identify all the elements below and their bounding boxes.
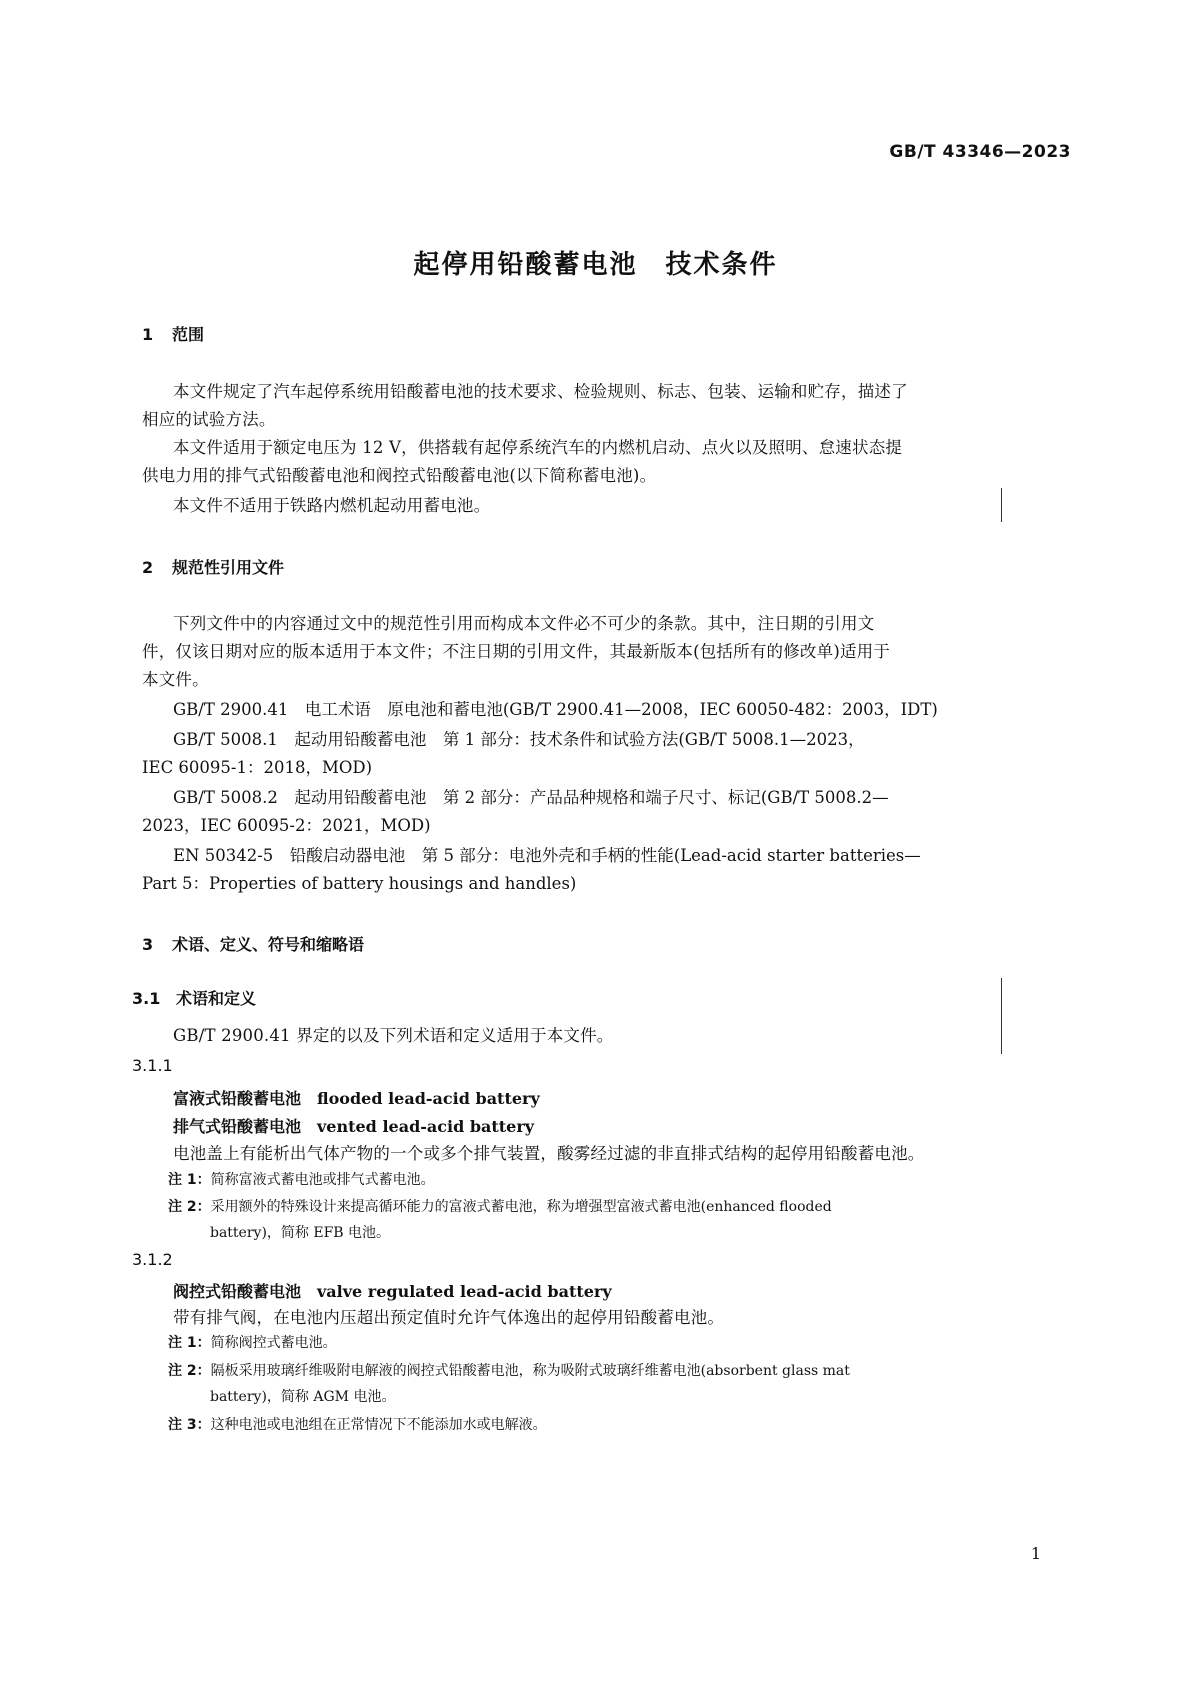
change-bar [1001,978,1002,1054]
term-3-1-1-note-2-line-1 [168,1194,832,1220]
reference-2-line-1: GB/T 5008.1 起动用铅酸蓄电池 第 1 部分：技术条件和试验方法(GB/T 5008.1—2023， [173,730,865,749]
term-3-1-2-note-2-line-1 [168,1358,850,1384]
note-label: 注 1： [168,1172,211,1188]
term-3-1-1-name-1: 富液式铅酸蓄电池 flooded lead-acid battery [173,1089,540,1108]
term-3-1-2-note-1 [168,1330,337,1356]
section-2-heading [142,555,284,578]
section-2-para-line-1: 下列文件中的内容通过文中的规范性引用而构成本文件必不可少的条款。其中，注日期的引用文 [173,614,875,633]
section-3-heading [142,932,364,955]
section-1-para-1-line-2: 相应的试验方法。 [142,410,276,429]
section-3-number: 3 [142,935,154,954]
reference-2-line-2: IEC 60095-1：2018，MOD) [142,758,373,777]
note-label: 注 2： [168,1363,211,1379]
term-3-1-2-name: 阀控式铅酸蓄电池 valve regulated lead-acid battery [173,1282,612,1301]
note-label: 注 3： [168,1417,211,1433]
subsection-3-1-title: 术语和定义 [176,989,257,1008]
section-1-para-2-line-2: 供电力用的排气式铅酸蓄电池和阀控式铅酸蓄电池(以下简称蓄电池)。 [142,466,657,485]
change-bar [1001,488,1002,522]
reference-4-line-2: Part 5：Properties of battery housings and handles) [142,874,577,893]
reference-3-line-2: 2023，IEC 60095-2：2021，MOD) [142,816,431,835]
reference-1: GB/T 2900.41 电工术语 原电池和蓄电池(GB/T 2900.41—2008，IEC 60050-482：2003，IDT) [173,700,938,719]
section-3-title: 术语、定义、符号和缩略语 [172,935,365,954]
term-3-1-1-number: 3.1.1 [132,1056,173,1075]
reference-4-line-1: EN 50342-5 铅酸启动器电池 第 5 部分：电池外壳和手柄的性能(Lead-acid starter batteries— [173,846,921,865]
note-text: 简称阀控式蓄电池。 [210,1335,337,1351]
note-text: 简称富液式蓄电池或排气式蓄电池。 [210,1172,435,1188]
term-3-1-1-definition: 电池盖上有能析出气体产物的一个或多个排气装置，酸雾经过滤的非直排式结构的起停用铅酸蓄电池。 [173,1144,925,1163]
term-3-1-2-definition: 带有排气阀，在电池内压超出预定值时允许气体逸出的起停用铅酸蓄电池。 [173,1308,725,1327]
term-3-1-2-note-2-line-2: battery)，简称 AGM 电池。 [210,1389,396,1405]
section-1-heading [142,322,204,345]
subsection-3-1-intro: GB/T 2900.41 界定的以及下列术语和定义适用于本文件。 [173,1026,614,1045]
term-3-1-1-note-2-line-2: battery)，简称 EFB 电池。 [210,1225,391,1241]
reference-3-line-1: GB/T 5008.2 起动用铅酸蓄电池 第 2 部分：产品品种规格和端子尺寸、标记(GB/T 5008.2— [173,788,889,807]
subsection-3-1-number: 3.1 [132,989,161,1008]
section-2-title: 规范性引用文件 [172,558,285,577]
note-label: 注 2： [168,1199,211,1215]
term-3-1-1-name-2: 排气式铅酸蓄电池 vented lead-acid battery [173,1117,535,1136]
page-number: 1 [1030,1544,1041,1563]
standard-code: GB/T 43346—2023 [889,142,1071,162]
section-2-number: 2 [142,558,154,577]
section-2-para-line-2: 件，仅该日期对应的版本适用于本文件；不注日期的引用文件，其最新版本(包括所有的修改单)适用于 [142,642,891,661]
section-1-para-2-line-1: 本文件适用于额定电压为 12 V，供搭载有起停系统汽车的内燃机启动、点火以及照明、怠速状态提 [173,438,903,457]
section-1-para-1-line-1: 本文件规定了汽车起停系统用铅酸蓄电池的技术要求、检验规则、标志、包装、运输和贮存，描述了 [173,382,908,401]
note-text: 采用额外的特殊设计来提高循环能力的富液式蓄电池，称为增强型富液式蓄电池(enhanced flooded [210,1199,832,1215]
note-label: 注 1： [168,1335,211,1351]
section-1-para-3: 本文件不适用于铁路内燃机起动用蓄电池。 [173,496,491,515]
note-text: 这种电池或电池组在正常情况下不能添加水或电解液。 [210,1417,547,1433]
section-2-para-line-3: 本文件。 [142,670,209,689]
note-text: 隔板采用玻璃纤维吸附电解液的阀控式铅酸蓄电池，称为吸附式玻璃纤维蓄电池(absorbent glass mat [210,1363,850,1379]
term-3-1-2-number: 3.1.2 [132,1250,173,1269]
section-1-title: 范围 [172,325,205,344]
document-title: 起停用铅酸蓄电池 技术条件 [413,250,778,280]
term-3-1-1-note-1 [168,1167,435,1193]
section-1-number: 1 [142,325,154,344]
subsection-3-1-heading [132,986,256,1009]
term-3-1-2-note-3 [168,1412,547,1438]
